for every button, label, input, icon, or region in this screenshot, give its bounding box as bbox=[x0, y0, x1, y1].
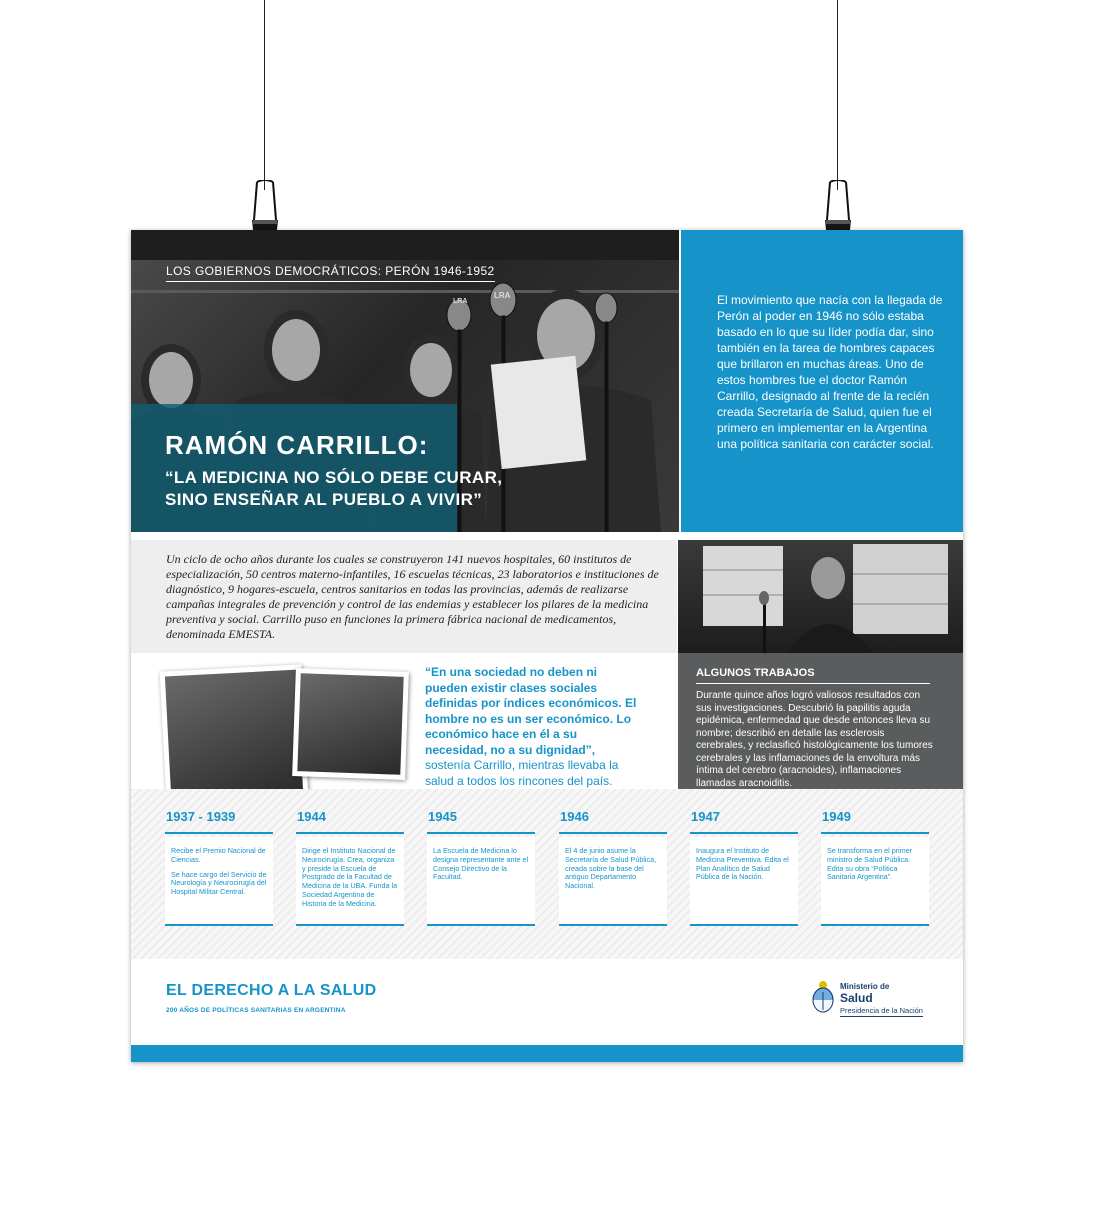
snapshot-photo-right bbox=[292, 668, 409, 780]
intro-panel bbox=[679, 230, 963, 532]
page-subtitle bbox=[165, 467, 502, 511]
timeline-card bbox=[427, 837, 535, 926]
subtitle-line-2: SINO ENSEÑAR AL PUEBLO A VIVIR” bbox=[165, 490, 483, 509]
timeline-card bbox=[690, 837, 798, 926]
timeline-year: 1947 bbox=[690, 809, 798, 834]
trabajos-panel bbox=[678, 653, 963, 789]
hero-photo bbox=[131, 230, 679, 532]
trabajos-text: Durante quince años logró valiosos resultados con sus investigaciones. Descubrió la papilitis aguda epidémica, enfermedad que desde entonces lleva su nombre; describió en detalle las esclerosis cerebrales, y reclasificó histológicamente los tumores cerebrales y las inflamaciones de la envoltura más íntima del cerebro (aracnoides), inflamaciones llamadas aracnoiditis. bbox=[696, 690, 933, 789]
ministry-logo bbox=[811, 978, 941, 1022]
mic-sign-1: LRA bbox=[494, 291, 511, 300]
timeline-card bbox=[165, 837, 273, 926]
timeline-year: 1937 - 1939 bbox=[165, 809, 273, 834]
timeline-text: La Escuela de Medicina lo designa representante ante el Consejo Directivo de la Facultad. bbox=[433, 846, 529, 882]
timeline-item bbox=[559, 809, 667, 926]
timeline-text: Inaugura el Instituto de Medicina Preventiva. Edita el Plan Analítico de Salud Pública de la Nación. bbox=[696, 846, 789, 882]
cycle-text: Un ciclo de ocho años durante los cuales se construyeron 141 nuevos hospitales, 60 institutos de especialización, 50 centros materno-infantiles, 16 escuelas técnicas, 23 laboratorios e instituciones de diagnóstico, 9 hogares-escuela, centros sanitarios en todas las provincias, además de realizarse campañas integrales de prevención y control de las endemias y establecer los pilares de la medicina preventiva y social. Carrillo puso en funciones la primera fábrica nacional de medicamentos, denominada EMESTA. bbox=[166, 552, 659, 641]
timeline-card bbox=[559, 837, 667, 926]
timeline-text: El 4 de junio asume la Secretaría de Salud Pública, creada sobre la base del antiguo Departamento Nacional. bbox=[565, 846, 657, 891]
timeline-item bbox=[165, 809, 273, 926]
timeline-card bbox=[296, 837, 404, 926]
mic-sign-2: LRA bbox=[453, 298, 468, 305]
bottom-accent-bar bbox=[131, 1045, 963, 1062]
section-kicker: LOS GOBIERNOS DEMOCRÁTICOS: PERÓN 1946-1952 bbox=[166, 264, 495, 282]
snapshot-photo-left bbox=[160, 664, 309, 803]
lecture-photo bbox=[678, 540, 963, 653]
trabajos-title: ALGUNOS TRABAJOS bbox=[696, 667, 930, 684]
snapshot-image bbox=[297, 673, 403, 775]
quote-attribution: sostenía Carrillo, mientras llevaba la salud a todos los rincones del país. bbox=[425, 758, 619, 788]
timeline-year: 1944 bbox=[296, 809, 404, 834]
timeline-item bbox=[821, 809, 929, 926]
footer-subtitle: 200 AÑOS DE POLÍTICAS SANITARIAS EN ARGENTINA bbox=[166, 1007, 346, 1014]
quote-text: “En una sociedad no deben ni pueden existir clases sociales definidas por índices económicos. El hombre no es un ser económico. Lo económico hace en él a su necesidad, no a su dignidad”, bbox=[425, 665, 637, 757]
carrillo-quote bbox=[425, 665, 640, 789]
ministry-line-3: Presidencia de la Nación bbox=[840, 1006, 923, 1015]
subtitle-line-1: “LA MEDICINA NO SÓLO DEBE CURAR, bbox=[165, 468, 503, 487]
timeline-text: Se transforma en el primer ministro de Salud Pública. Edita su obra “Política Sanitaria Argentina”. bbox=[827, 846, 913, 882]
footer-title: EL DERECHO A LA SALUD bbox=[166, 982, 377, 999]
intro-text: El movimiento que nacía con la llegada de Perón al poder en 1946 no sólo estaba basado en lo que su líder podía dar, sino también en la tarea de hombres capaces que brillaron en muchas áreas. Uno de estos hombres fue el doctor Ramón Carrillo, designado al frente de la recién creada Secretaría de Salud, quien fue el primero en implementar en la Argentina una política sanitaria con carácter social. bbox=[717, 293, 943, 451]
timeline-card bbox=[821, 837, 929, 926]
timeline-text: Se hace cargo del Servicio de Neurología y Neurocirugía del Hospital Militar Central. bbox=[171, 869, 267, 897]
timeline-item bbox=[427, 809, 535, 926]
timeline-text: Recibe el Premio Nacional de Ciencias. bbox=[171, 846, 266, 864]
hanging-wire-left bbox=[264, 0, 265, 190]
ministry-line-1: Ministerio de bbox=[840, 982, 890, 991]
argentina-coat-of-arms-icon bbox=[811, 980, 835, 1014]
timeline-year: 1949 bbox=[821, 809, 929, 834]
timeline-item bbox=[296, 809, 404, 926]
poster bbox=[131, 230, 963, 1062]
timeline-item bbox=[690, 809, 798, 926]
ministry-line-2: Salud bbox=[840, 991, 873, 1005]
snapshot-image bbox=[165, 670, 303, 799]
page-title: RAMÓN CARRILLO: bbox=[165, 430, 429, 460]
hanging-wire-right bbox=[837, 0, 838, 190]
lecture-photo-illustration bbox=[678, 540, 963, 653]
timeline-year: 1945 bbox=[427, 809, 535, 834]
timeline-text: Dirige el Instituto Nacional de Neurocirugía. Crea, organiza y preside la Escuela de Postgrado de la Facultad de Medicina de la UBA. Funda la Sociedad Argentina de Historia de la Medicina. bbox=[302, 846, 398, 908]
timeline-year: 1946 bbox=[559, 809, 667, 834]
